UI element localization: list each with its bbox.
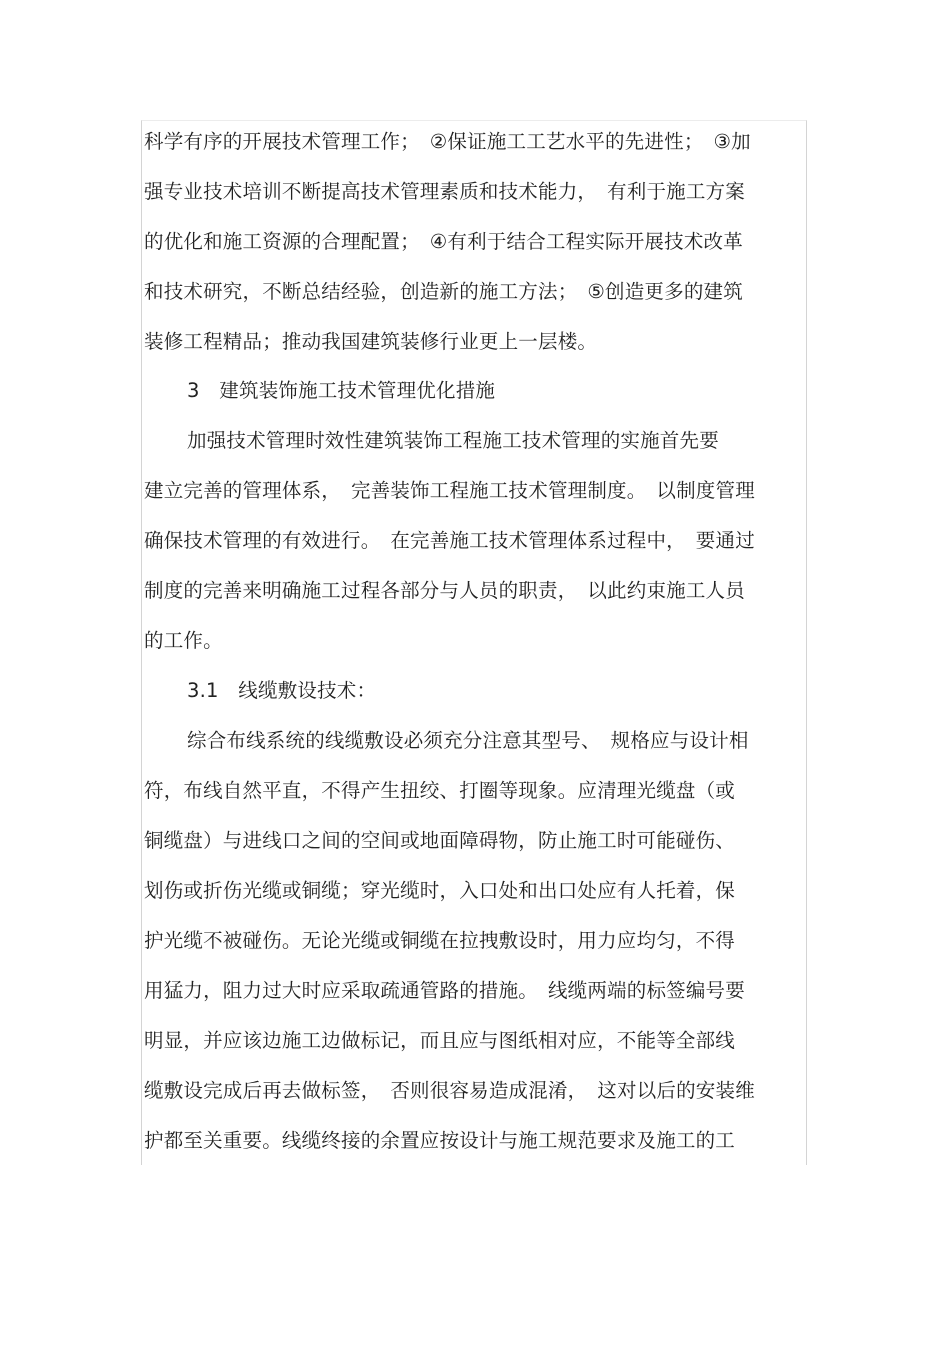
section-heading: 3 建筑装饰施工技术管理优化措施 bbox=[187, 379, 496, 402]
paragraph-line: 明显，并应该边施工边做标记，而且应与图纸相对应，不能等全部线 bbox=[144, 1029, 736, 1052]
paragraph-line: 缆敷设完成后再去做标签， 否则很容易造成混淆， 这对以后的安装维 bbox=[144, 1079, 755, 1102]
paragraph-line: 护光缆不被碰伤。无论光缆或铜缆在拉拽敷设时，用力应均匀，不得 bbox=[144, 929, 736, 952]
paragraph-line: 制度的完善来明确施工过程各部分与人员的职责， 以此约束施工人员 bbox=[144, 579, 745, 602]
paragraph-line: 装修工程精品；推动我国建筑装修行业更上一层楼。 bbox=[144, 330, 598, 353]
subsection-heading: 3.1 线缆敷设技术： bbox=[187, 679, 377, 702]
paragraph-line: 强专业技术培训不断提高技术管理素质和技术能力， 有利于施工方案 bbox=[144, 180, 745, 203]
paragraph-line: 的工作。 bbox=[144, 629, 223, 652]
paragraph-line: 用猛力，阻力过大时应采取疏通管路的措施。 线缆两端的标签编号要 bbox=[144, 979, 745, 1002]
paragraph-line: 符，布线自然平直，不得产生扭绞、打圈等现象。应清理光缆盘（或 bbox=[144, 779, 736, 802]
paragraph-line: 和技术研究，不断总结经验，创造新的施工方法； ⑤创造更多的建筑 bbox=[144, 280, 743, 303]
paragraph-line: 科学有序的开展技术管理工作； ②保证施工工艺水平的先进性； ③加 bbox=[144, 130, 751, 153]
paragraph-line: 铜缆盘）与进线口之间的空间或地面障碍物，防止施工时可能碰伤、 bbox=[144, 829, 736, 852]
paragraph-line: 的优化和施工资源的合理配置； ④有利于结合工程实际开展技术改革 bbox=[144, 230, 743, 253]
paragraph-line: 划伤或折伤光缆或铜缆；穿光缆时，入口处和出口处应有人托着，保 bbox=[144, 879, 736, 902]
paragraph-line: 建立完善的管理体系， 完善装饰工程施工技术管理制度。 以制度管理 bbox=[144, 479, 755, 502]
paragraph-line: 综合布线系统的线缆敷设必须充分注意其型号、 规格应与设计相 bbox=[187, 729, 749, 752]
paragraph-line: 加强技术管理时效性建筑装饰工程施工技术管理的实施首先要 bbox=[187, 429, 719, 452]
paragraph-line: 护都至关重要。线缆终接的余置应按设计与施工规范要求及施工的工 bbox=[144, 1129, 736, 1152]
paragraph-line: 确保技术管理的有效进行。 在完善施工技术管理体系过程中， 要通过 bbox=[144, 529, 755, 552]
